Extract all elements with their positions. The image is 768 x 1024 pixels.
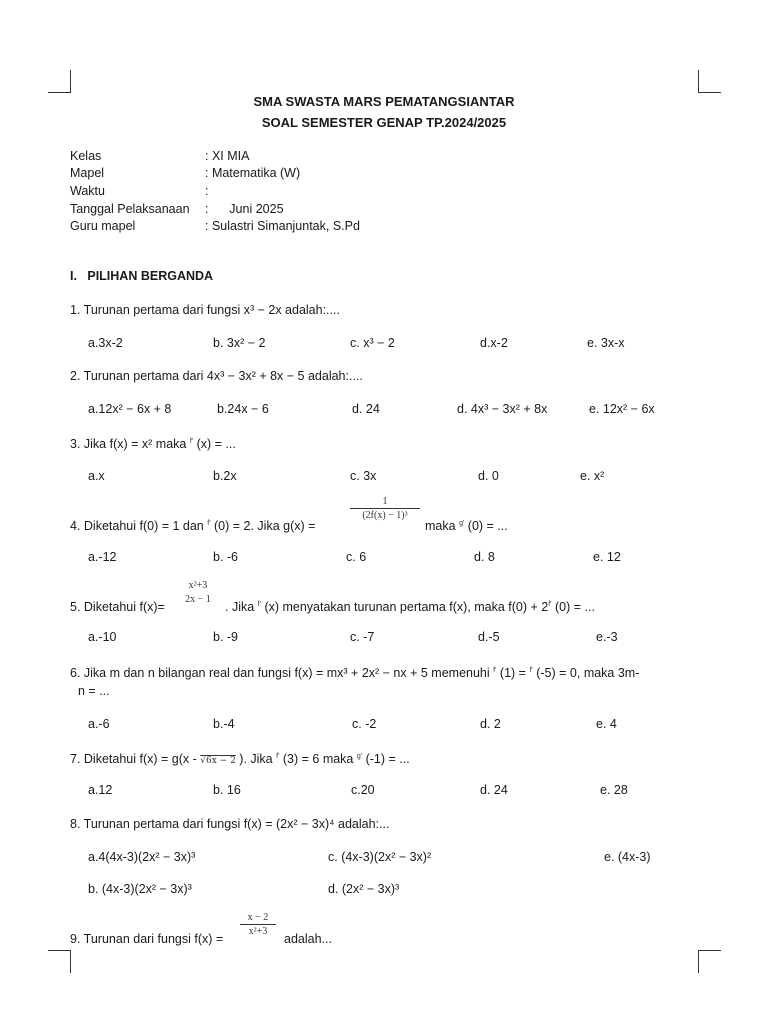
q4-option-b: b. -6	[213, 550, 239, 564]
question-9-part1: 9. Turunan dari fungsi f(x) =	[70, 932, 224, 946]
crop-mark-top-right	[698, 70, 721, 93]
q8-option-d: d. (2x² − 3x)³	[328, 882, 400, 896]
f-prime-symbol: f'	[207, 519, 211, 527]
q6-option-a: a.-6	[88, 717, 110, 731]
q5-option-a: a.-10	[88, 630, 117, 644]
info-label-kelas: Kelas	[70, 149, 102, 163]
q3-option-a: a.x	[88, 469, 105, 483]
q7-option-c: c.20	[351, 783, 375, 797]
f-prime-symbol: f'	[257, 600, 261, 608]
q7-option-a: a.12	[88, 783, 113, 797]
question-3: 3. Jika f(x) = x² maka $^{f'}$ (x) = ...	[70, 437, 236, 451]
q8-option-e: e. (4x-3)	[604, 850, 651, 864]
q6-option-e: e. 4	[596, 717, 617, 731]
q1-option-d: d.x-2	[480, 336, 508, 350]
question-5-part1: 5. Diketahui f(x)=	[70, 600, 165, 614]
q2-option-e: e. 12x² − 6x	[589, 402, 655, 416]
question-6-cont: n = ...	[78, 684, 110, 698]
question-4-part2: maka $^{g'}$ (0) = ...	[425, 519, 508, 533]
info-value-mapel: : Matematika (W)	[205, 166, 301, 180]
q3-option-e: e. x²	[580, 469, 605, 483]
f-prime-symbol: f'	[189, 437, 194, 445]
crop-mark-top-left	[48, 70, 71, 93]
q5-option-b: b. -9	[213, 630, 239, 644]
q2-option-a: a.12x² − 6x + 8	[88, 402, 172, 416]
f-prime-symbol: f'	[493, 666, 497, 674]
q9-fraction: x − 2 x²+3	[240, 912, 276, 937]
info-label-waktu: Waktu	[70, 184, 105, 198]
q4-option-e: e. 12	[593, 550, 621, 564]
q6-option-c: c. -2	[352, 717, 377, 731]
school-name: SMA SWASTA MARS PEMATANGSIANTAR	[253, 94, 515, 109]
q3-option-d: d. 0	[478, 469, 499, 483]
q7-option-b: b. 16	[213, 783, 241, 797]
q3-option-b: b.2x	[213, 469, 237, 483]
question-7: 7. Diketahui f(x) = g(x - √6x − 2 ). Jika $^{f'}$ (3) = 6 maka $^{g'}$ (-1) = ...	[70, 752, 410, 766]
q5-option-c: c. -7	[350, 630, 375, 644]
q1-option-b: b. 3x² − 2	[213, 336, 266, 350]
question-2: 2. Turunan pertama dari 4x³ − 3x² + 8x − 5 adalah:....	[70, 369, 363, 383]
sqrt-expression: √6x − 2	[200, 756, 236, 766]
g-prime-symbol: g'	[459, 519, 465, 527]
q8-option-a: a.4(4x-3)(2x² − 3x)³	[88, 850, 196, 864]
info-value-kelas: : XI MIA	[205, 149, 250, 163]
q4-option-d: d. 8	[474, 550, 495, 564]
q6-option-d: d. 2	[480, 717, 501, 731]
question-1: 1. Turunan pertama dari fungsi x³ − 2x adalah:....	[70, 303, 340, 317]
f-prime-symbol: f'	[276, 752, 280, 760]
q5-option-e: e.-3	[596, 630, 618, 644]
q1-option-e: e. 3x-x	[587, 336, 625, 350]
q2-option-b: b.24x − 6	[217, 402, 269, 416]
f-prime-symbol: f'	[529, 666, 533, 674]
g-prime-symbol: g'	[356, 752, 363, 760]
q8-option-c: c. (4x-3)(2x² − 3x)²	[328, 850, 432, 864]
info-value-guru: : Sulastri Simanjuntak, S.Pd	[205, 219, 360, 233]
q6-option-b: b.-4	[213, 717, 235, 731]
q7-option-e: e. 28	[600, 783, 628, 797]
q2-option-d: d. 4x³ − 3x² + 8x	[457, 402, 548, 416]
info-value-tanggal: : Juni 2025	[205, 202, 284, 216]
f-prime-symbol: f'	[548, 600, 552, 608]
info-label-guru: Guru mapel	[70, 219, 136, 233]
crop-mark-bottom-right	[698, 950, 721, 973]
q8-option-b: b. (4x-3)(2x² − 3x)³	[88, 882, 192, 896]
q1-option-a: a.3x-2	[88, 336, 123, 350]
q5-fraction: x²+3 2x − 1	[185, 580, 211, 605]
crop-mark-bottom-left	[48, 950, 71, 973]
q1-option-c: c. x³ − 2	[350, 336, 395, 350]
question-8: 8. Turunan pertama dari fungsi f(x) = (2x² − 3x)⁴ adalah:...	[70, 817, 390, 831]
question-6: 6. Jika m dan n bilangan real dan fungsi f(x) = mx³ + 2x² − nx + 5 memenuhi $^{f'}$ (1) = $^{f'}$ (-5) = 0, maka 3m-	[70, 666, 640, 680]
q4-option-c: c. 6	[346, 550, 367, 564]
question-4-part1: 4. Diketahui f(0) = 1 dan $^{f'}$ (0) = 2. Jika g(x) =	[70, 519, 316, 533]
q4-fraction: 1 (2f(x) − 1)³	[350, 496, 420, 521]
q5-option-d: d.-5	[478, 630, 500, 644]
question-9-part2: adalah...	[284, 932, 332, 946]
info-label-tanggal: Tanggal Pelaksanaan	[70, 202, 190, 216]
q7-option-d: d. 24	[480, 783, 508, 797]
section-heading: I. PILIHAN BERGANDA	[70, 269, 214, 283]
q2-option-c: d. 24	[352, 402, 380, 416]
q3-option-c: c. 3x	[350, 469, 377, 483]
info-label-mapel: Mapel	[70, 166, 105, 180]
question-5-part2: . Jika $^{f'}$ (x) menyatakan turunan pertama f(x), maka $f(0) + 2^{f'}$ (0) = ...	[225, 600, 595, 614]
exam-title: SOAL SEMESTER GENAP TP.2024/2025	[261, 115, 507, 130]
info-value-waktu: :	[205, 184, 209, 198]
q4-option-a: a.-12	[88, 550, 117, 564]
